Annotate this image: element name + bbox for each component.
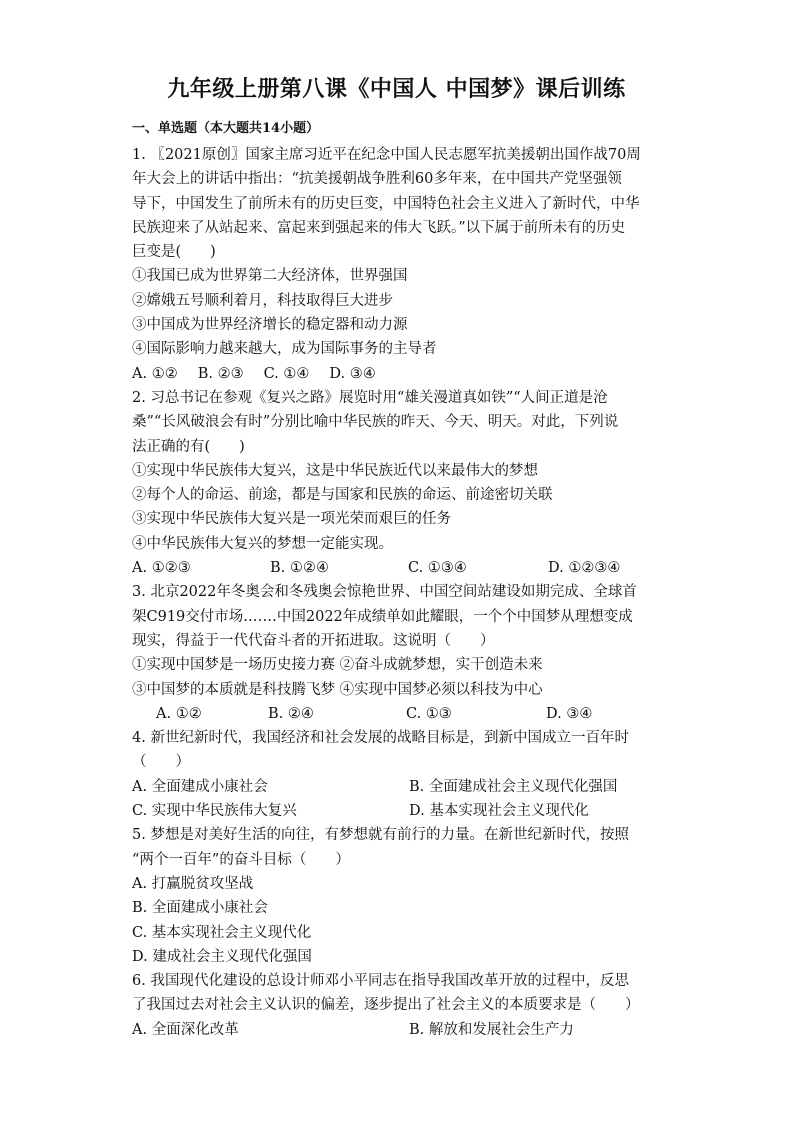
question-text-line: 1. 〖2021原创〗国家主席习近平在纪念中国人民志愿军抗美援朝出国作战70周 [132, 147, 641, 163]
question-text-line: 3. 北京2022年冬奥会和冬残奥会惊艳世界、中国空间站建设如期完成、全球首 [132, 584, 637, 601]
option-c[interactable]: C. ①④ [263, 365, 310, 382]
option-b[interactable]: B. ①②④ [270, 560, 329, 577]
question-1 [132, 143, 662, 386]
statement-item: ③实现中华民族伟大复兴是一项光荣而艰巨的任务 [132, 511, 451, 528]
option-a[interactable]: A. 全面建成小康社会 [132, 778, 268, 795]
option-c[interactable]: C. ①③④ [408, 560, 467, 577]
question-5 [132, 823, 662, 969]
answer-options [132, 702, 662, 726]
option-d[interactable]: D. 基本实现社会主义现代化 [409, 803, 589, 820]
statement-item: ①实现中华民族伟大复兴，这是中华民族近代以来最伟大的梦想 [132, 462, 538, 479]
question-text-line: 5. 梦想是对美好生活的向往，有梦想就有前行的力量。在新世纪新时代，按照 [132, 827, 629, 844]
option-d[interactable]: D. ③④ [329, 365, 376, 382]
question-text-line: 巨变是( ) [132, 244, 216, 261]
question-text-line: 了我国过去对社会主义认识的偏差，逐步提出了社会主义的本质要求是（ ） [132, 997, 640, 1014]
option-a[interactable]: A. 打赢脱贫攻坚战 [132, 875, 254, 892]
option-b[interactable]: B. 全面建成社会主义现代化强国 [409, 778, 618, 795]
question-list [132, 143, 662, 1042]
option-c[interactable]: C. 实现中华民族伟大复兴 [132, 803, 297, 820]
page-title: 九年级上册第八课《中国人 中国梦》课后训练 [167, 76, 626, 102]
statement-item: ①实现中国梦是一场历史接力赛 ②奋斗成就梦想，实干创造未来 [132, 657, 543, 674]
option-b[interactable]: B. 全面建成小康社会 [132, 900, 268, 917]
option-c[interactable]: C. 基本实现社会主义现代化 [132, 924, 312, 941]
question-3 [132, 580, 662, 726]
answer-options-row [132, 1018, 662, 1042]
option-c[interactable]: C. ①③ [406, 705, 452, 722]
question-text-line: 4. 新世纪新时代，我国经济和社会发展的战略目标是，到新中国成立一百年时 [132, 730, 629, 747]
option-a[interactable]: A. ①② [132, 365, 178, 382]
statement-item: ①我国已成为世界第二大经济体，世界强国 [132, 268, 408, 285]
question-text-line: “两个一百年”的奋斗目标（ ） [132, 851, 350, 868]
question-text-line: 年大会上的讲话中指出：“抗美援朝战争胜利60多年来，在中国共产党坚强领 [132, 171, 622, 188]
question-4 [132, 726, 662, 823]
option-a[interactable]: A. ①②③ [132, 560, 191, 577]
option-b[interactable]: B. ②④ [268, 705, 314, 722]
question-text-line: 法正确的有( ) [132, 438, 245, 455]
answer-options-row [132, 799, 662, 823]
question-text-line: 现实，得益于一代代奋斗者的开拓进取。这说明（ ） [132, 632, 495, 649]
statement-item: ②嫦娥五号顺利着月，科技取得巨大进步 [132, 292, 393, 309]
option-a[interactable]: A. 全面深化改革 [132, 1021, 239, 1038]
answer-options [132, 362, 662, 386]
statement-item: ④国际影响力越来越大，成为国际事务的主导者 [132, 341, 437, 358]
question-2 [132, 386, 662, 580]
question-text-line: 导下，中国发生了前所未有的历史巨变，中国特色社会主义进入了新时代，中华 [132, 195, 640, 212]
question-text-line: 6. 我国现代化建设的总设计师邓小平同志在指导我国改革开放的过程中，反思 [132, 973, 629, 990]
option-a[interactable]: A. ①② [156, 705, 202, 722]
question-text-line: 架C919交付市场.……中国2022年成绩单如此耀眼，一个个中国梦从理想变成 [132, 608, 633, 625]
statement-item: ③中国成为世界经济增长的稳定器和动力源 [132, 317, 408, 334]
option-d[interactable]: D. 建成社会主义现代化强国 [132, 948, 312, 965]
question-text-line: 桑”“长风破浪会有时”分别比喻中华民族的昨天、今天、明天。对此，下列说 [132, 414, 619, 431]
question-6 [132, 969, 662, 1042]
option-d[interactable]: D. ①②③④ [548, 560, 621, 577]
statement-item: ③中国梦的本质就是科技腾飞梦 ④实现中国梦必须以科技为中心 [132, 681, 543, 698]
answer-options-row [132, 775, 662, 799]
answer-options [132, 556, 662, 580]
option-b[interactable]: B. 解放和发展社会生产力 [409, 1021, 574, 1038]
statement-item: ④中华民族伟大复兴的梦想一定能实现。 [132, 535, 393, 552]
statement-item: ②每个人的命运、前途，都是与国家和民族的命运、前途密切关联 [132, 487, 553, 504]
option-d[interactable]: D. ③④ [546, 705, 593, 722]
section-heading: 一、单选题（本大题共14小题） [132, 121, 320, 136]
option-b[interactable]: B. ②③ [197, 365, 244, 382]
question-text-line: 民族迎来了从站起来、富起来到强起来的伟大飞跃。”以下属于前所未有的历史 [132, 219, 626, 236]
question-text-line: （ ） [132, 754, 190, 771]
question-text-line: 2. 习总书记在参观《复兴之路》展览时用“雄关漫道真如铁”“人间正道是沧 [132, 389, 608, 406]
